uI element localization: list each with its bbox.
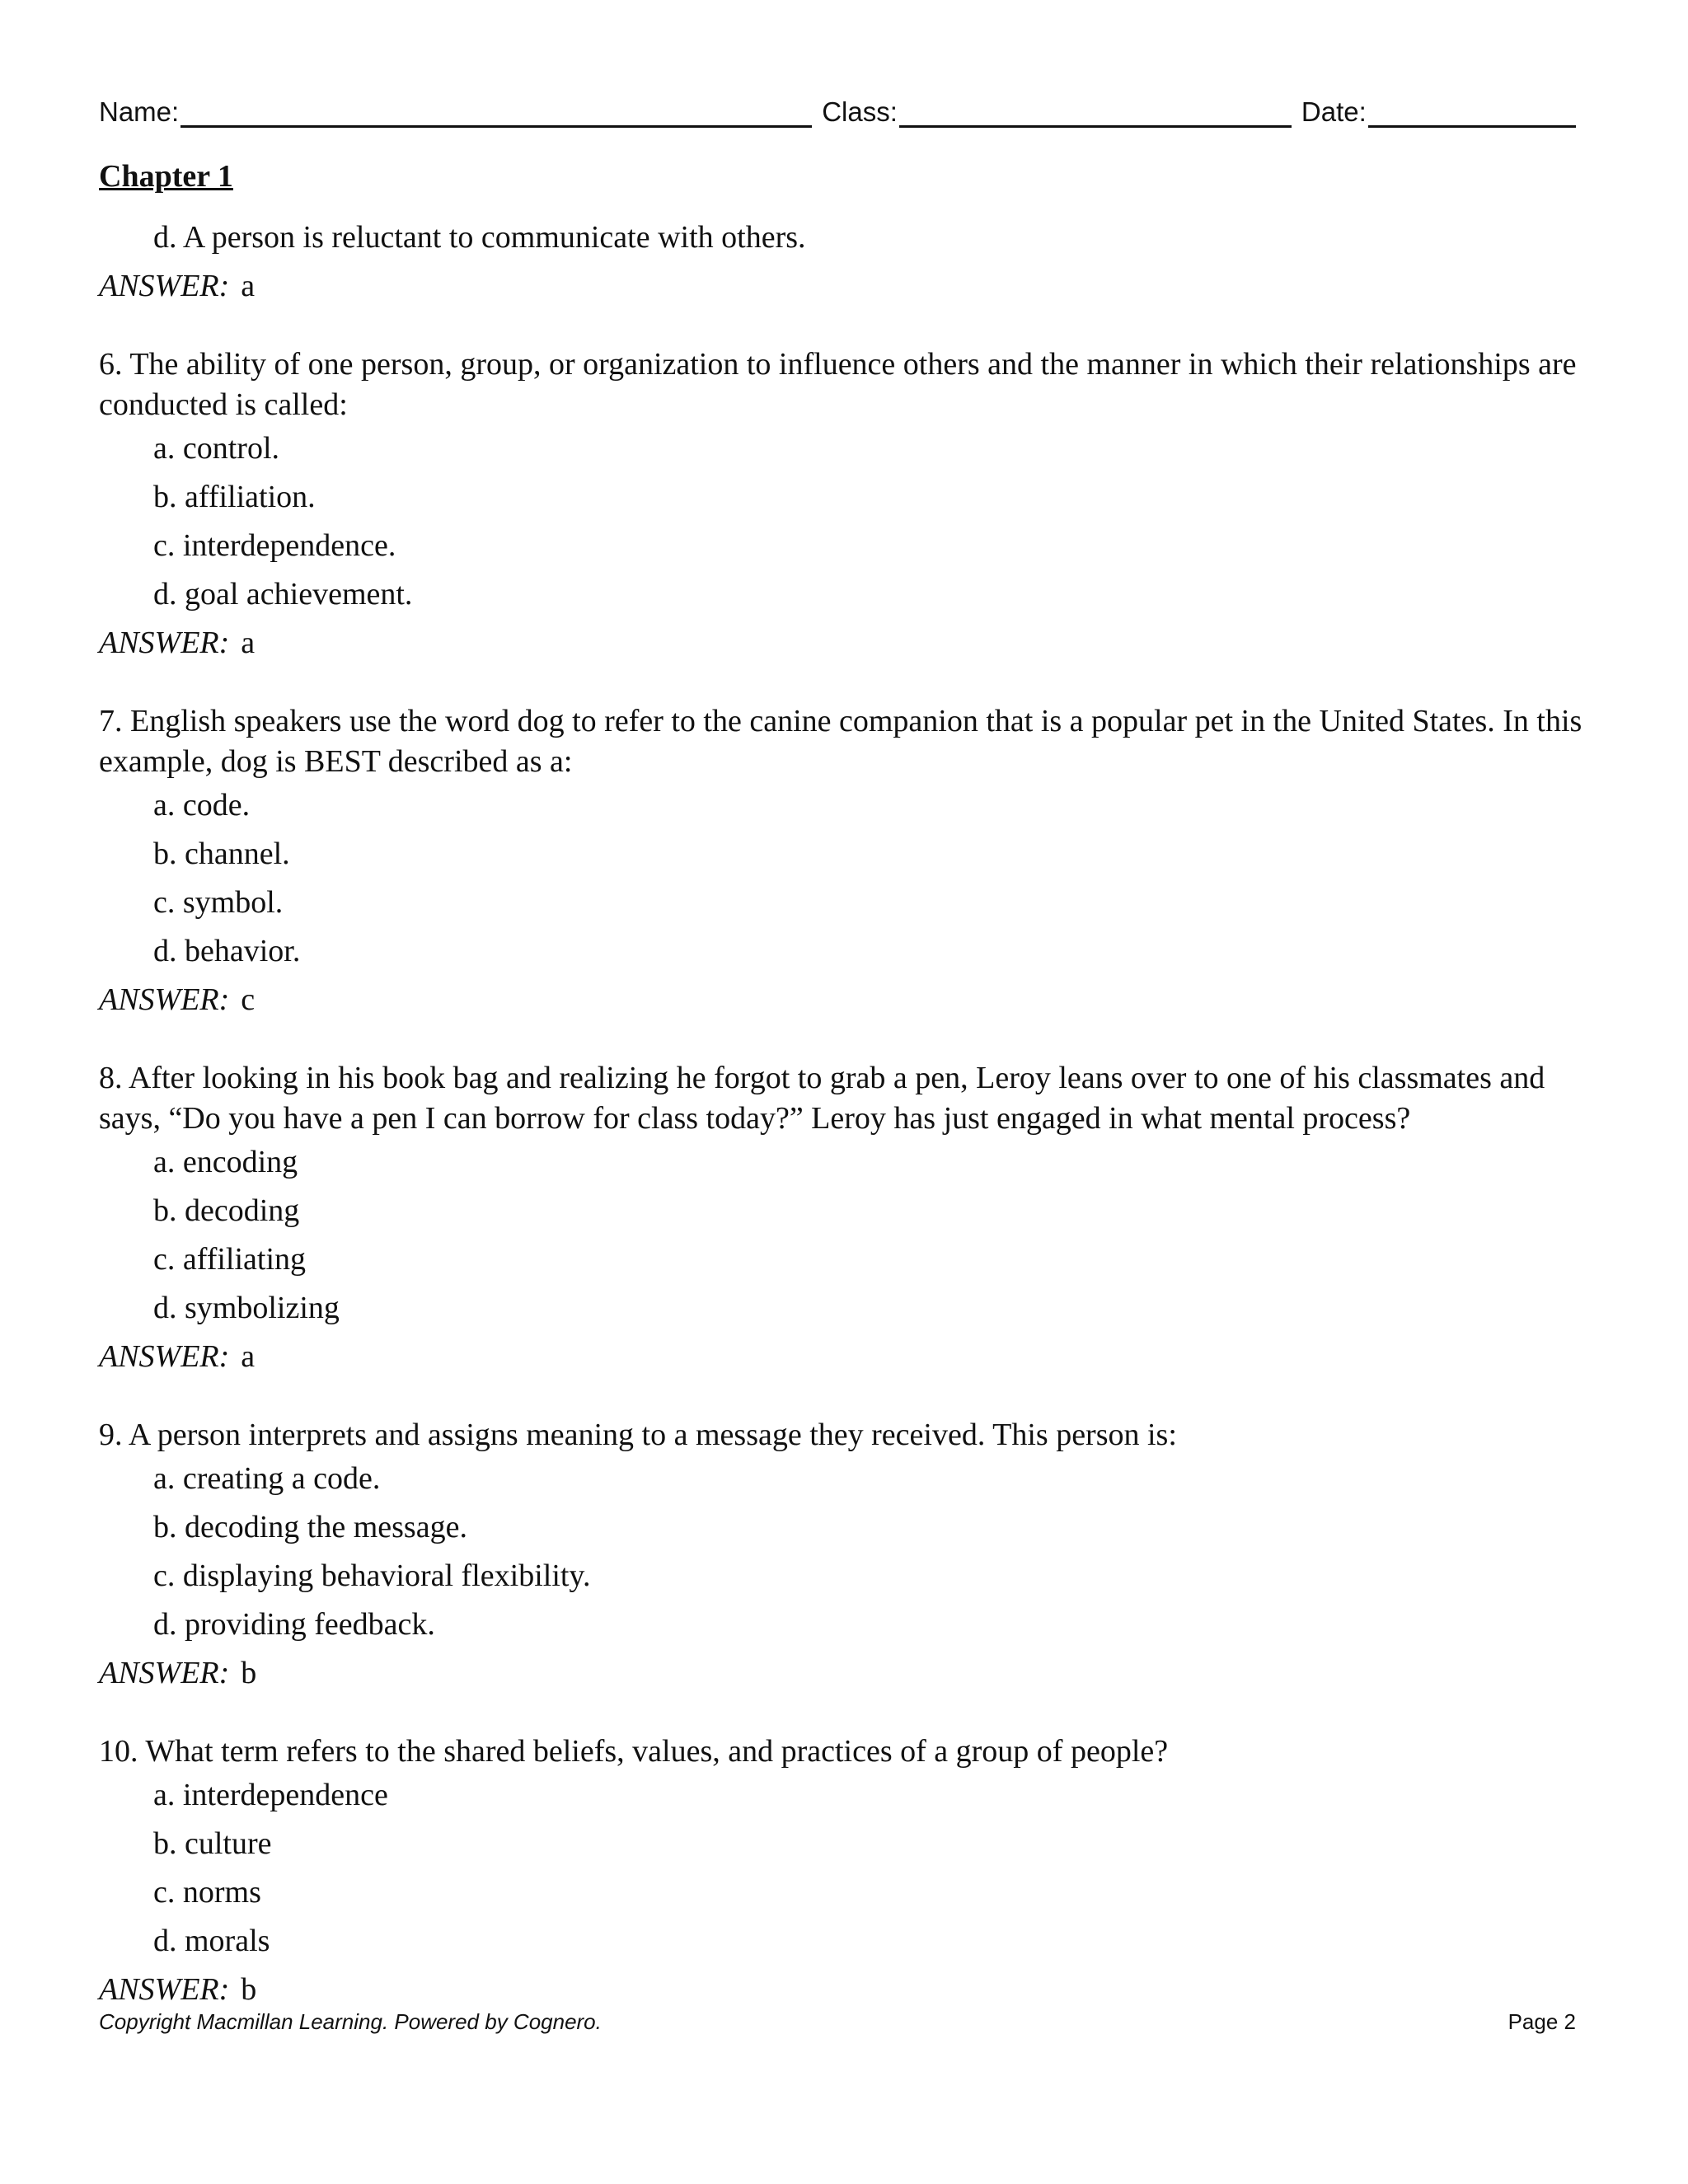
chapter-title: Chapter 1 xyxy=(99,159,233,194)
answer-label: ANSWER: xyxy=(99,982,230,1017)
answer-line xyxy=(99,623,1582,663)
question-8 xyxy=(99,1058,1582,1377)
date-label: Date: xyxy=(1301,96,1367,127)
option-a: a. creating a code. xyxy=(153,1461,381,1496)
option-c: c. symbol. xyxy=(153,885,284,920)
answer-value: a xyxy=(241,1339,256,1374)
option-a: a. control. xyxy=(153,431,280,466)
option-a: a. interdependence xyxy=(153,1778,388,1812)
answer-value: b xyxy=(241,1656,257,1690)
answer-label: ANSWER: xyxy=(99,1972,230,2007)
student-info-header xyxy=(99,92,1576,128)
answer-value: a xyxy=(241,269,256,303)
question-6 xyxy=(99,344,1582,663)
answer-line xyxy=(99,980,1582,1020)
question-9 xyxy=(99,1415,1582,1694)
option-a: a. code. xyxy=(153,788,251,823)
class-field-line xyxy=(899,92,1292,128)
question-7 xyxy=(99,701,1582,1020)
name-field-line xyxy=(181,92,812,128)
answer-label: ANSWER: xyxy=(99,1656,230,1690)
answer-line xyxy=(99,1970,1582,2010)
option-b: b. decoding the message. xyxy=(153,1510,467,1544)
date-field-line xyxy=(1368,92,1576,128)
copyright-notice: Copyright Macmillan Learning. Powered by Cognero. xyxy=(99,2009,602,2034)
answer-line xyxy=(99,266,1582,307)
answer-line xyxy=(99,1653,1582,1694)
answer-label: ANSWER: xyxy=(99,626,230,660)
option-d: d. goal achievement. xyxy=(153,577,413,612)
class-label: Class: xyxy=(822,96,898,127)
option-c: c. affiliating xyxy=(153,1242,307,1277)
answer-line xyxy=(99,1337,1582,1377)
answer-label: ANSWER: xyxy=(99,1339,230,1374)
option-c: c. norms xyxy=(153,1875,261,1910)
question-stem: 7. English speakers use the word dog to refer to the canine companion that is a popular pet in the United States. In this example, dog is BEST described as a: xyxy=(99,704,1582,779)
answer-value: b xyxy=(241,1972,257,2007)
option-d: d. behavior. xyxy=(153,934,301,968)
option-b: b. affiliation. xyxy=(153,480,316,514)
option-b: b. channel. xyxy=(153,837,290,871)
answer-label: ANSWER: xyxy=(99,269,230,303)
answer-value: c xyxy=(241,982,256,1017)
question-list xyxy=(99,218,1582,2010)
option-b: b. culture xyxy=(153,1826,272,1861)
question-stem: 8. After looking in his book bag and realizing he forgot to grab a pen, Leroy leans over to one of his classmates and says, “Do you have a pen I can borrow for class today?” Leroy has just engaged in what mental process? xyxy=(99,1061,1545,1136)
question-10 xyxy=(99,1732,1582,2010)
option-c: c. interdependence. xyxy=(153,528,396,563)
option-d: d. morals xyxy=(153,1924,270,1958)
option-b: b. decoding xyxy=(153,1193,300,1228)
option-d: d. providing feedback. xyxy=(153,1607,435,1642)
page-footer xyxy=(99,2009,1576,2035)
option: d. A person is reluctant to communicate with others. xyxy=(153,220,806,255)
answer-value: a xyxy=(241,626,256,660)
question-stem: 6. The ability of one person, group, or organization to influence others and the manner in which their relationships are conducted is called: xyxy=(99,347,1577,422)
name-label: Name: xyxy=(99,96,180,127)
question-stem: 10. What term refers to the shared beliefs, values, and practices of a group of people? xyxy=(99,1734,1169,1769)
option-c: c. displaying behavioral flexibility. xyxy=(153,1558,591,1593)
option-a: a. encoding xyxy=(153,1145,298,1179)
question-stem: 9. A person interprets and assigns meaning to a message they received. This person is: xyxy=(99,1418,1177,1452)
option-d: d. symbolizing xyxy=(153,1291,340,1325)
carryover-question xyxy=(99,218,1582,307)
page-number: Page 2 xyxy=(1507,2009,1576,2034)
